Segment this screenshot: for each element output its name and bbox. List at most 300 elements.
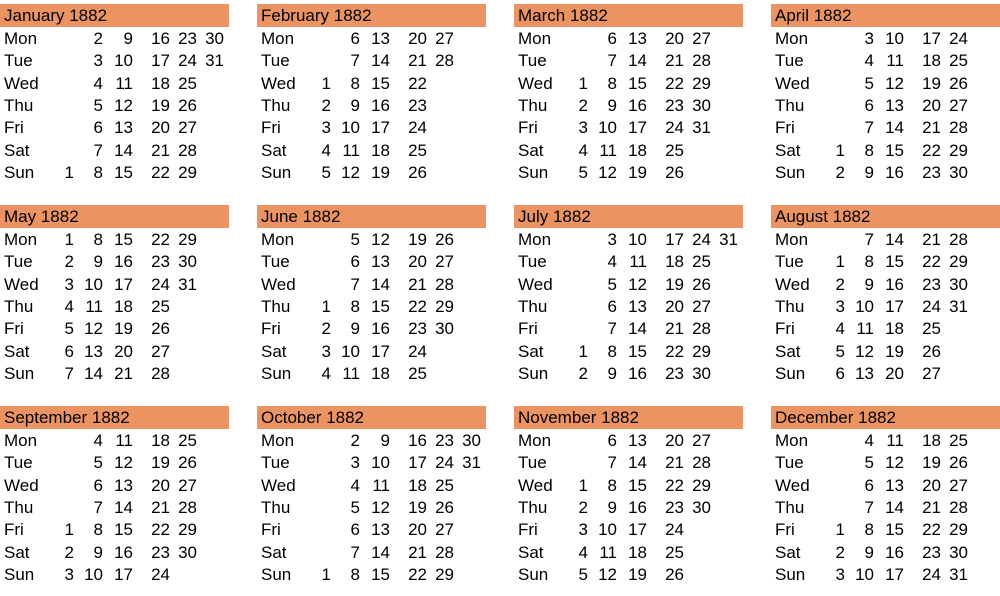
date-cell: 20 — [665, 29, 684, 48]
date-cell: 24 — [435, 453, 454, 473]
date-cell: 7 — [864, 118, 874, 138]
date-cell: 30 — [178, 252, 197, 272]
date-cell: 2 — [321, 319, 331, 339]
date-cell: 29 — [949, 252, 968, 272]
date-cell: 2 — [835, 542, 845, 562]
date-cell: 17 — [151, 51, 170, 71]
date-cell: 18 — [114, 296, 133, 316]
weekday-row — [514, 117, 743, 139]
weekday-row — [0, 117, 229, 139]
date-cell: 1 — [64, 520, 74, 540]
date-cell: 8 — [607, 341, 617, 361]
date-cell: 16 — [371, 95, 390, 115]
date-cell: 31 — [178, 274, 197, 294]
date-cell: 18 — [408, 475, 427, 495]
date-cell: 10 — [855, 296, 874, 316]
month-block — [257, 205, 486, 395]
weekday-row — [257, 564, 486, 586]
month-block — [514, 4, 743, 194]
date-cell: 12 — [371, 497, 390, 517]
weekday-label: Fri — [261, 319, 281, 339]
date-cell: 13 — [855, 363, 874, 383]
weekday-label: Thu — [261, 497, 291, 517]
weekday-label: Mon — [775, 29, 809, 48]
date-cell: 7 — [607, 453, 617, 473]
date-cell: 3 — [864, 29, 874, 48]
weekday-label: Sat — [775, 341, 801, 361]
weekday-label: Wed — [775, 274, 810, 294]
date-cell: 6 — [607, 29, 617, 48]
weekday-row — [0, 95, 229, 117]
weekday-label: Wed — [261, 475, 296, 495]
date-cell: 26 — [949, 73, 968, 93]
date-cell: 2 — [578, 497, 588, 517]
date-cell: 9 — [864, 162, 874, 182]
month-block — [0, 406, 229, 596]
weekday-row — [257, 117, 486, 139]
weekday-row — [514, 73, 743, 95]
date-cell: 10 — [371, 453, 390, 473]
date-cell: 25 — [151, 296, 170, 316]
date-cell: 16 — [371, 319, 390, 339]
date-cell: 19 — [408, 230, 427, 249]
weekday-row — [0, 497, 229, 519]
date-cell: 4 — [578, 140, 588, 160]
weekday-row — [0, 430, 229, 452]
date-cell: 3 — [578, 520, 588, 540]
date-cell: 26 — [692, 274, 711, 294]
weekday-row — [257, 140, 486, 162]
date-cell: 9 — [864, 274, 874, 294]
weekday-row — [0, 50, 229, 72]
date-cell: 13 — [885, 475, 904, 495]
date-cell: 20 — [408, 520, 427, 540]
weekday-label: Mon — [518, 29, 552, 48]
date-cell: 13 — [114, 118, 133, 138]
date-cell: 16 — [114, 252, 133, 272]
date-cell: 25 — [178, 431, 197, 450]
weekday-label: Thu — [261, 95, 291, 115]
weekday-row — [514, 28, 743, 50]
date-cell: 17 — [922, 29, 941, 48]
date-cell: 20 — [922, 475, 941, 495]
weekday-row — [257, 95, 486, 117]
weekday-row — [0, 162, 229, 184]
weekday-label: Thu — [775, 497, 805, 517]
date-cell: 27 — [949, 475, 968, 495]
date-cell: 16 — [628, 95, 647, 115]
date-cell: 6 — [93, 475, 103, 495]
weekday-row — [257, 475, 486, 497]
weekday-label: Mon — [518, 431, 552, 450]
date-cell: 20 — [114, 341, 133, 361]
weekday-row — [514, 95, 743, 117]
date-cell: 9 — [93, 252, 103, 272]
date-cell: 6 — [350, 520, 360, 540]
date-cell: 7 — [350, 274, 360, 294]
date-cell: 13 — [628, 296, 647, 316]
date-cell: 17 — [371, 118, 390, 138]
date-cell: 7 — [64, 363, 74, 383]
weekday-label: Fri — [518, 319, 538, 339]
weekday-label: Sat — [775, 140, 801, 160]
date-cell: 24 — [408, 118, 427, 138]
date-cell: 28 — [949, 118, 968, 138]
date-cell: 19 — [151, 453, 170, 473]
weekday-row — [771, 73, 1000, 95]
date-cell: 8 — [607, 73, 617, 93]
month-header: September 1882 — [0, 406, 229, 429]
date-cell: 2 — [350, 431, 360, 450]
weekday-label: Sun — [518, 564, 549, 584]
date-cell: 13 — [628, 29, 647, 48]
date-cell: 30 — [949, 162, 968, 182]
date-cell: 27 — [692, 296, 711, 316]
weekday-row — [771, 341, 1000, 363]
date-cell: 17 — [114, 564, 133, 584]
weekday-row — [0, 296, 229, 318]
date-cell: 11 — [85, 296, 103, 316]
date-cell: 27 — [692, 431, 711, 450]
date-cell: 22 — [408, 564, 427, 584]
weekday-row — [514, 430, 743, 452]
weekday-row — [771, 28, 1000, 50]
date-cell: 21 — [922, 118, 941, 138]
date-cell: 30 — [692, 363, 711, 383]
date-cell: 19 — [151, 95, 170, 115]
date-cell: 5 — [835, 341, 845, 361]
date-cell: 13 — [371, 252, 390, 272]
weekday-row — [514, 296, 743, 318]
date-cell: 18 — [628, 542, 647, 562]
weekday-label: Sat — [4, 140, 30, 160]
weekday-row — [257, 341, 486, 363]
weekday-label: Sat — [261, 341, 287, 361]
date-cell: 18 — [665, 252, 684, 272]
date-cell: 25 — [692, 252, 711, 272]
date-cell: 21 — [151, 497, 170, 517]
date-cell: 10 — [628, 230, 647, 249]
date-cell: 3 — [350, 453, 360, 473]
date-cell: 12 — [84, 319, 103, 339]
date-cell: 22 — [922, 140, 941, 160]
date-cell: 12 — [628, 274, 647, 294]
date-cell: 31 — [719, 230, 738, 249]
date-cell: 17 — [628, 520, 647, 540]
date-cell: 4 — [64, 296, 74, 316]
date-cell: 1 — [64, 162, 74, 182]
date-cell: 18 — [151, 431, 170, 450]
weekday-label: Sat — [261, 140, 287, 160]
date-cell: 10 — [341, 118, 360, 138]
date-cell: 27 — [178, 475, 197, 495]
weekday-label: Tue — [4, 51, 33, 71]
date-cell: 17 — [408, 453, 427, 473]
date-cell: 6 — [350, 29, 360, 48]
weekday-label: Sun — [4, 162, 35, 182]
date-cell: 23 — [178, 29, 197, 48]
date-cell: 14 — [628, 51, 647, 71]
weekday-label: Thu — [261, 296, 291, 316]
date-cell: 15 — [371, 73, 390, 93]
weekday-label: Fri — [775, 319, 795, 339]
weekday-label: Tue — [518, 51, 547, 71]
date-cell: 3 — [321, 341, 331, 361]
date-cell: 23 — [408, 319, 427, 339]
date-cell: 21 — [922, 230, 941, 249]
date-cell: 4 — [607, 252, 617, 272]
date-cell: 4 — [321, 140, 331, 160]
date-cell: 31 — [949, 564, 968, 584]
weekday-label: Thu — [518, 95, 548, 115]
weekday-label: Tue — [775, 453, 804, 473]
date-cell: 18 — [151, 73, 170, 93]
date-cell: 25 — [665, 140, 684, 160]
date-cell: 27 — [692, 29, 711, 48]
date-cell: 13 — [885, 95, 904, 115]
date-cell: 26 — [922, 341, 941, 361]
date-cell: 11 — [372, 475, 390, 495]
date-cell: 8 — [350, 296, 360, 316]
weekday-label: Sun — [4, 363, 35, 383]
date-cell: 27 — [151, 341, 170, 361]
date-cell: 19 — [922, 73, 941, 93]
date-cell: 30 — [692, 497, 711, 517]
weekday-row — [771, 519, 1000, 541]
weekday-row — [514, 564, 743, 586]
date-cell: 17 — [885, 296, 904, 316]
weekday-label: Mon — [261, 431, 295, 450]
date-cell: 14 — [885, 230, 904, 249]
date-cell: 3 — [64, 564, 74, 584]
date-cell: 22 — [922, 252, 941, 272]
date-cell: 21 — [665, 51, 684, 71]
date-cell: 14 — [371, 542, 390, 562]
date-cell: 11 — [886, 51, 904, 71]
weekday-row — [514, 497, 743, 519]
weekday-row — [257, 452, 486, 474]
weekday-row — [0, 140, 229, 162]
weekday-label: Wed — [261, 73, 296, 93]
date-cell: 3 — [835, 564, 845, 584]
date-cell: 7 — [93, 140, 103, 160]
weekday-row — [771, 430, 1000, 452]
date-cell: 19 — [922, 453, 941, 473]
date-cell: 23 — [665, 497, 684, 517]
weekday-row — [257, 229, 486, 251]
weekday-label: Sun — [518, 162, 549, 182]
date-cell: 12 — [885, 73, 904, 93]
date-cell: 16 — [151, 29, 170, 48]
weekday-label: Fri — [4, 319, 24, 339]
weekday-label: Wed — [4, 475, 39, 495]
date-cell: 24 — [408, 341, 427, 361]
weekday-row — [257, 50, 486, 72]
weekday-row — [514, 542, 743, 564]
date-cell: 29 — [178, 520, 197, 540]
month-header: February 1882 — [257, 4, 486, 27]
weekday-row — [514, 318, 743, 340]
date-cell: 6 — [93, 118, 103, 138]
weekday-label: Tue — [4, 453, 33, 473]
date-cell: 1 — [321, 564, 331, 584]
weekday-label: Tue — [261, 51, 290, 71]
weekday-label: Thu — [775, 95, 805, 115]
weekday-row — [0, 73, 229, 95]
date-cell: 16 — [408, 431, 427, 450]
weekday-row — [0, 363, 229, 385]
weekday-label: Tue — [4, 252, 33, 272]
date-cell: 16 — [628, 363, 647, 383]
date-cell: 24 — [949, 29, 968, 48]
month-block — [257, 406, 486, 596]
weekday-row — [771, 363, 1000, 385]
month-block — [771, 4, 1000, 194]
date-cell: 28 — [692, 319, 711, 339]
weekday-row — [771, 318, 1000, 340]
date-cell: 5 — [321, 162, 331, 182]
month-block — [514, 205, 743, 395]
date-cell: 10 — [885, 29, 904, 48]
date-cell: 21 — [151, 140, 170, 160]
month-header: October 1882 — [257, 406, 486, 429]
weekday-label: Fri — [4, 118, 24, 138]
month-block — [514, 406, 743, 596]
date-cell: 18 — [371, 140, 390, 160]
date-cell: 16 — [114, 542, 133, 562]
date-cell: 30 — [462, 431, 481, 450]
date-cell: 30 — [692, 95, 711, 115]
date-cell: 24 — [151, 564, 170, 584]
date-cell: 12 — [855, 341, 874, 361]
date-cell: 23 — [665, 363, 684, 383]
date-cell: 24 — [665, 118, 684, 138]
date-cell: 24 — [692, 230, 711, 249]
weekday-row — [257, 318, 486, 340]
date-cell: 22 — [151, 520, 170, 540]
date-cell: 20 — [151, 475, 170, 495]
date-cell: 5 — [350, 230, 360, 249]
date-cell: 15 — [114, 162, 133, 182]
date-cell: 12 — [371, 230, 390, 249]
date-cell: 8 — [864, 520, 874, 540]
date-cell: 5 — [93, 453, 103, 473]
date-cell: 30 — [949, 274, 968, 294]
date-cell: 29 — [178, 230, 197, 249]
date-cell: 8 — [864, 252, 874, 272]
weekday-label: Thu — [518, 497, 548, 517]
weekday-row — [0, 475, 229, 497]
date-cell: 2 — [578, 95, 588, 115]
date-cell: 12 — [598, 564, 617, 584]
date-cell: 22 — [665, 475, 684, 495]
date-cell: 25 — [949, 51, 968, 71]
date-cell: 22 — [922, 520, 941, 540]
date-cell: 25 — [435, 475, 454, 495]
date-cell: 22 — [408, 296, 427, 316]
weekday-row — [257, 519, 486, 541]
date-cell: 8 — [607, 475, 617, 495]
weekday-label: Mon — [518, 230, 552, 249]
date-cell: 2 — [64, 252, 74, 272]
date-cell: 9 — [350, 95, 360, 115]
date-cell: 22 — [408, 73, 427, 93]
weekday-label: Fri — [261, 520, 281, 540]
month-header: August 1882 — [771, 205, 1000, 228]
weekday-row — [0, 564, 229, 586]
date-cell: 4 — [93, 431, 103, 450]
weekday-row — [0, 318, 229, 340]
date-cell: 8 — [93, 230, 103, 249]
date-cell: 14 — [84, 363, 103, 383]
date-cell: 12 — [114, 453, 133, 473]
date-cell: 17 — [665, 230, 684, 249]
month-header: March 1882 — [514, 4, 743, 27]
date-cell: 27 — [435, 29, 454, 48]
date-cell: 19 — [665, 274, 684, 294]
date-cell: 14 — [371, 274, 390, 294]
date-cell: 31 — [205, 51, 224, 71]
weekday-label: Tue — [775, 51, 804, 71]
date-cell: 1 — [835, 140, 845, 160]
date-cell: 10 — [341, 341, 360, 361]
date-cell: 21 — [665, 319, 684, 339]
date-cell: 20 — [665, 431, 684, 450]
weekday-label: Wed — [518, 475, 553, 495]
date-cell: 4 — [321, 363, 331, 383]
date-cell: 14 — [628, 453, 647, 473]
date-cell: 29 — [178, 162, 197, 182]
weekday-label: Sun — [775, 162, 806, 182]
date-cell: 16 — [628, 497, 647, 517]
weekday-row — [257, 251, 486, 273]
date-cell: 15 — [114, 520, 133, 540]
month-block — [771, 406, 1000, 596]
date-cell: 24 — [665, 520, 684, 540]
date-cell: 23 — [922, 274, 941, 294]
date-cell: 15 — [885, 252, 904, 272]
date-cell: 4 — [864, 431, 874, 450]
month-header: June 1882 — [257, 205, 486, 228]
weekday-label: Thu — [518, 296, 548, 316]
date-cell: 10 — [84, 564, 103, 584]
date-cell: 13 — [371, 29, 390, 48]
weekday-row — [0, 542, 229, 564]
date-cell: 22 — [665, 73, 684, 93]
month-block — [0, 205, 229, 395]
date-cell: 23 — [408, 95, 427, 115]
date-cell: 2 — [321, 95, 331, 115]
date-cell: 12 — [885, 453, 904, 473]
weekday-row — [0, 519, 229, 541]
date-cell: 10 — [84, 274, 103, 294]
date-cell: 30 — [949, 542, 968, 562]
date-cell: 26 — [435, 497, 454, 517]
date-cell: 26 — [665, 162, 684, 182]
weekday-row — [771, 229, 1000, 251]
weekday-label: Wed — [261, 274, 296, 294]
date-cell: 15 — [628, 475, 647, 495]
weekday-label: Thu — [4, 296, 34, 316]
date-cell: 30 — [435, 319, 454, 339]
weekday-row — [514, 140, 743, 162]
date-cell: 26 — [178, 95, 197, 115]
date-cell: 23 — [922, 162, 941, 182]
date-cell: 28 — [178, 140, 197, 160]
weekday-label: Sun — [775, 363, 806, 383]
weekday-row — [257, 162, 486, 184]
date-cell: 31 — [462, 453, 481, 473]
